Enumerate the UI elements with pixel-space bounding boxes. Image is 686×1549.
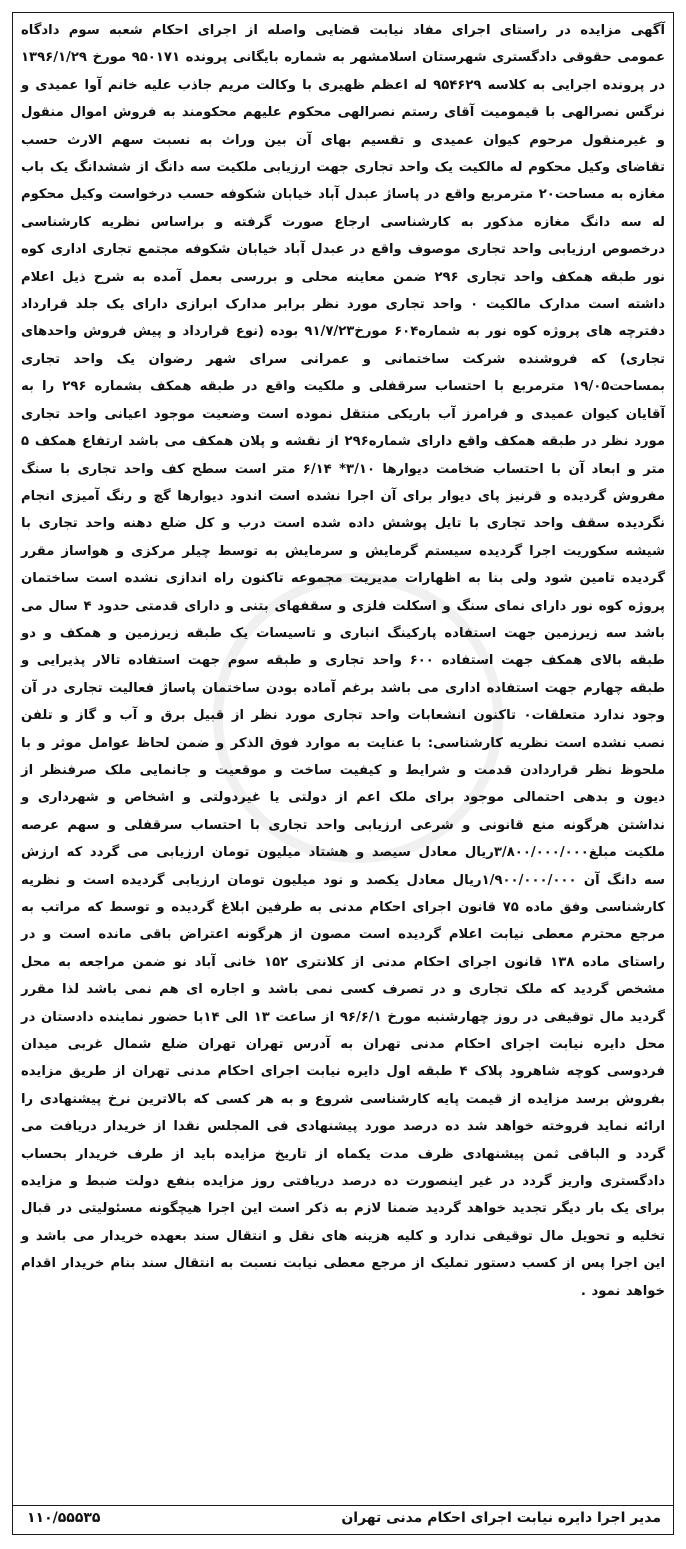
footer-signature: مدیر اجرا دایره نیابت اجرای احکام مدنی تهران [341,1510,661,1526]
notice-footer [13,1505,673,1534]
notice-frame [12,12,674,1535]
footer-code: ۱۱۰/۵۵۵۳۵ [27,1510,101,1526]
notice-text: آگهی مزایده در راستای اجرای مفاد نیابت قضایی واصله از اجرای احکام شعبه سوم دادگاه عمومی حقوقی دادگستری شهرستان اسلامشهر به شماره بایگانی پرونده ۹۵۰۱۷۱ مورخ ۱۳۹۶/۱/۲۹ در پرونده اجرایی به کلاسه ۹۵۴۶۲۹ له اعظم ظهیری با وکالت مریم جاذب علیه خانم آوا عمیدی و نرگس نصرالهی با قیمومیت آقای رستم نصرالهی محکوم علیهم محکومند به فروش اموال منقول و غیرمنقول مرحوم کیوان عمیدی و تقسیم بهای آن بین وراث به نسبت سهم الارث حسب تقاضای وکیل محکوم له مالکیت یک واحد تجاری جهت ارزیابی ملکیت سه دانگ از ششدانگ یک باب مغازه به مساحت۲۰ مترمربع واقع در پاساژ عبدل آباد خیابان شکوفه حسب درخواست وکیل محکوم له سه دانگ مغازه مذکور به کارشناسی ارجاع صورت گرفته و براساس نظریه کارشناسی درخصوص ارزیابی واحد تجاری موصوف واقع در عبدل آباد خیابان شکوفه مجتمع تجاری اداری کوه نور طبقه همکف واحد تجاری ۲۹۶ ضمن معاینه محلی و بررسی بعمل آمده به شرح ذیل اعلام داشته است مدارک مالکیت ۰ واحد تجاری مورد نظر برابر مدارک ابرازی دارای یک جلد قرارداد دفترچه های پروژه کوه نور به شماره۶۰۴ مورخ۹۱/۷/۲۳ بوده (نوع قرارداد و پیش فروش واحدهای تجاری) که فروشنده شرکت ساختمانی و عمرانی سرای شهر رضوان یک واحد تجاری بمساحت۱۹/۰۵ مترمربع با احتساب سرقفلی و ملکیت واقع در طبقه همکف بشماره ۲۹۶ را به آقایان کیوان عمیدی و فرامرز آب باریکی منتقل نموده است وضعیت موجود اعیانی واحد تجاری مورد نظر در طبقه همکف واقع دارای شماره۲۹۶ از نقشه و پلان همکف می باشد ارتفاع همکف ۵ متر و ابعاد آن با احتساب ضخامت دیوارها ۳/۱۰* ۶/۱۴ متر است سطح کف واحد تجاری با سنگ مفروش گردیده و قرنیز پای دیوار برای آن اجرا نشده است اندود دیوارها گچ و رنگ آمیزی انجام نگردیده سقف واحد تجاری با تایل پوشش داده شده است درب و کل ضلع دهنه واحد تجاری با شیشه سکوریت اجرا گردیده سیستم گرمایش و سرمایش به توسط چیلر مرکزی و هواساز مقرر گردیده تامین شود ولی بنا به اظهارات مدیریت مجموعه تاکنون راه اندازی نشده است ساختمان پروژه کوه نور دارای نمای سنگ و اسکلت فلزی و سقفهای بتنی و دارای قدمتی حدود ۴ سال می باشد سه زیرزمین جهت استفاده پارکینگ انباری و تاسیسات یک طبقه زیرزمین و همکف و دو طبقه بالای همکف جهت استفاده ۶۰۰ واحد تجاری و طبقه سوم جهت استفاده تالار پذیرایی و طبقه چهارم جهت استفاده اداری می باشد برغم آماده بودن ساختمان پاساژ فعالیت تجاری در آن وجود ندارد متعلقات۰ تاکنون انشعابات واحد تجاری مورد نظر از قبیل برق و آب و گاز و تلفن نصب نشده است نظریه کارشناسی: با عنایت به موارد فوق الذکر و ضمن لحاظ عوامل موثر و با ملحوظ نظر قراردادن قدمت و شرایط و کیفیت ساخت و موقعیت و جانمایی ملک صرفنظر از دیون و بدهی احتمالی موجود برای ملک اعم از دولتی یا غیردولتی و اشخاص و شهرداری و نداشتن هرگونه منع قانونی و شرعی ارزیابی واحد تجاری با احتساب سرقفلی و سهم عرصه ملکیت مبلغ۳/۸۰۰/۰۰۰/۰۰۰ریال معادل سیصد و هشتاد میلیون تومان ارزیابی می گردد که ارزش سه دانگ آن ۱/۹۰۰/۰۰۰/۰۰۰ریال معادل یکصد و نود میلیون تومان ارزیابی گردیده است و نظریه کارشناسی وفق ماده ۷۵ قانون اجرای احکام مدنی به طرفین ابلاغ گردیده و توسط که مراتب به مرجع محترم معطی نیابت اعلام گردیده است مصون از هرگونه اعتراض باقی مانده است و در راستای ماده ۱۳۸ قانون اجرای احکام مدنی از کلانتری ۱۵۲ خانی آباد نو ضمن مراجعه به محل مشخص گردید که ملک تجاری و در تصرف کسی نمی باشد و اجاره ای هم نمی باشد لذا مقرر گردید مال توقیفی در روز چهارشنبه مورخ ۹۶/۶/۱ از ساعت ۱۳ الی ۱۴با حضور نماینده دادستان در محل دایره نیابت اجرای احکام مدنی تهران به آدرس تهران تهران ضلع شمال غربی میدان فردوسی کوچه شاهرود پلاک ۴ طبقه اول دایره نیابت اجرای احکام مدنی تهران از طریق مزایده بفروش برسد مزایده از قیمت پایه کارشناسی شروع و به هر کسی که بالاترین نرخ پیشنهادی را ارائه نماید فروخته خواهد شد ده درصد مورد پیشنهادی فی المجلس نقدا از خریدار دریافت می گردد و الباقی ثمن پیشنهادی ظرف مدت یکماه از تاریخ مزایده باید از طرف خریدار بحساب دادگستری واریز گردد در غیر اینصورت ده درصد دریافتی روز مزایده بنفع دولت ضبط و مزایده برای یک بار دیگر تجدید خواهد گردید ضمنا لازم به ذکر است این اجرا هیچگونه مسئولیتی در قبال تخلیه و تحویل مال توقیفی ندارد و کلیه هزینه های نقل و انتقال سند بعهده خریدار می باشد و این اجرا پس از کسب دستور تملیک از مرجع معطی نیابت نسبت به انتقال سند بنام خریدار اقدام خواهد نمود . [21,23,666,1299]
notice-body [21,17,665,1305]
